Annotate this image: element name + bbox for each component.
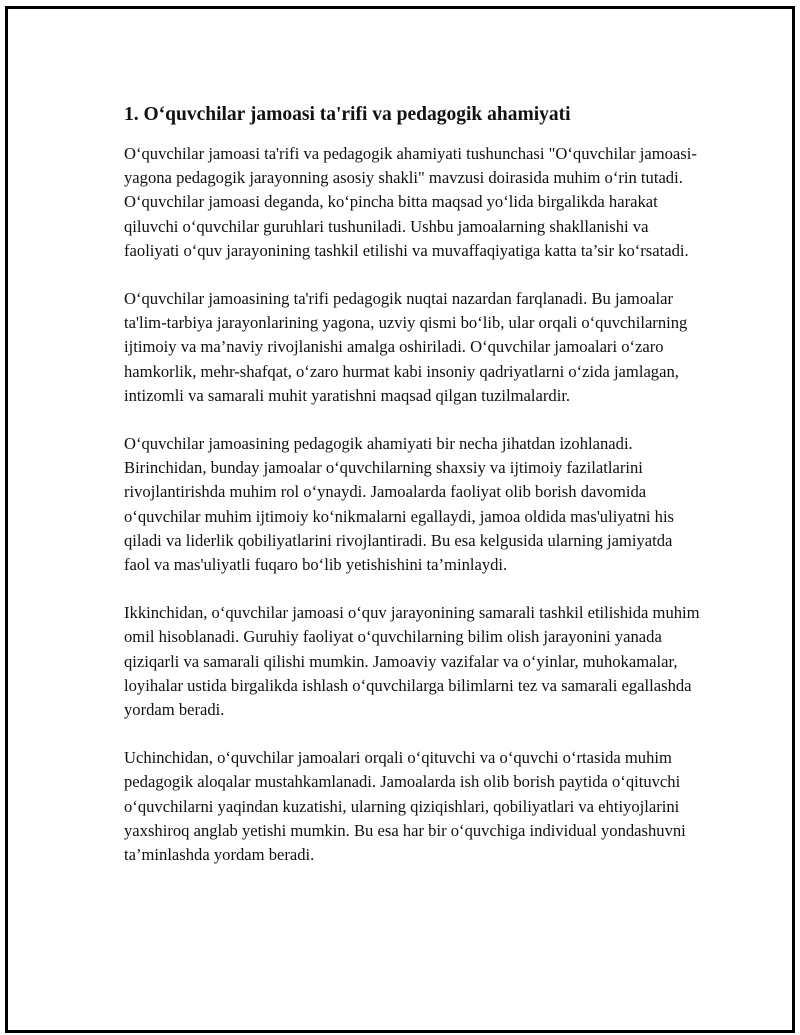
paragraph-1: O‘quvchilar jamoasi ta'rifi va pedagogik ahamiyati tushunchasi "O‘quvchilar jamoasi-yagona pedagogik jarayonning asosiy shakli" mavzusi doirasida muhim o‘rin tutadi. O‘quvchilar jamoasi deganda, ko‘pincha bitta maqsad yo‘lida birgalikda harakat qiluvchi o‘quvchilar guruhlari tushuniladi. Ushbu jamoalarning shakllanishi va faoliyati o‘quv jarayonining tashkil etilishi va muvaffaqiyatiga katta ta’sir ko‘rsatadi. xyxy=(124,144,697,260)
document-body xyxy=(121,101,701,891)
paragraph-3: O‘quvchilar jamoasining pedagogik ahamiyati bir necha jihatdan izohlanadi. Birinchidan, bunday jamoalar o‘quvchilarning shaxsiy va ijtimoiy fazilatlarini rivojlantirishda muhim rol o‘ynaydi. Jamoalarda faoliyat olib borish davomida o‘quvchilar muhim ijtimoiy ko‘nikmalarni egallaydi, jamoa oldida mas'uliyatni his qiladi va liderlik qobiliyatlarini rivojlantiradi. Bu esa kelgusida ularning jamiyatda faol va mas'uliyatli fuqaro bo‘lib yetishishini ta’minlaydi. xyxy=(124,434,675,575)
page-frame xyxy=(5,6,795,1033)
paragraph-4: Ikkinchidan, o‘quvchilar jamoasi o‘quv jarayonining samarali tashkil etilishida muhim omil hisoblanadi. Guruhiy faoliyat o‘quvchilarning bilim olish jarayonini yanada qiziqarli va samarali qilishi mumkin. Jamoaviy vazifalar va o‘yinlar, muhokamalar, loyihalar ustida birgalikda ishlash o‘quvchilarga bilimlarni tez va samarali egallashda yordam beradi. xyxy=(124,603,700,720)
paragraph-2: O‘quvchilar jamoasining ta'rifi pedagogik nuqtai nazardan farqlanadi. Bu jamoalar ta'lim-tarbiya jarayonlarining yagona, uzviy qismi bo‘lib, ular orqali o‘quvchilarning ijtimoiy va ma’naviy rivojlanishi amalga oshiriladi. O‘quvchilar jamoalari o‘zaro hamkorlik, mehr-shafqat, o‘zaro hurmat kabi insoniy qadriyatlarni o‘zida jamlagan, intizomli va samarali muhit yaratishni maqsad qilgan tuzilmalardir. xyxy=(124,289,688,405)
section-heading: 1. O‘quvchilar jamoasi ta'rifi va pedagogik ahamiyati xyxy=(124,104,571,125)
paragraph-5: Uchinchidan, o‘quvchilar jamoalari orqali o‘qituvchi va o‘quvchi o‘rtasida muhim pedagogik aloqalar mustahkamlanadi. Jamoalarda ish olib borish paytida o‘qituvchi o‘quvchilarni yaqindan kuzatishi, ularning qiziqishlari, qobiliyatlari va ehtiyojlarini yaxshiroq anglab yetishi mumkin. Bu esa har bir o‘quvchiga individual yondashuvni ta’minlashda yordam beradi. xyxy=(124,748,686,865)
